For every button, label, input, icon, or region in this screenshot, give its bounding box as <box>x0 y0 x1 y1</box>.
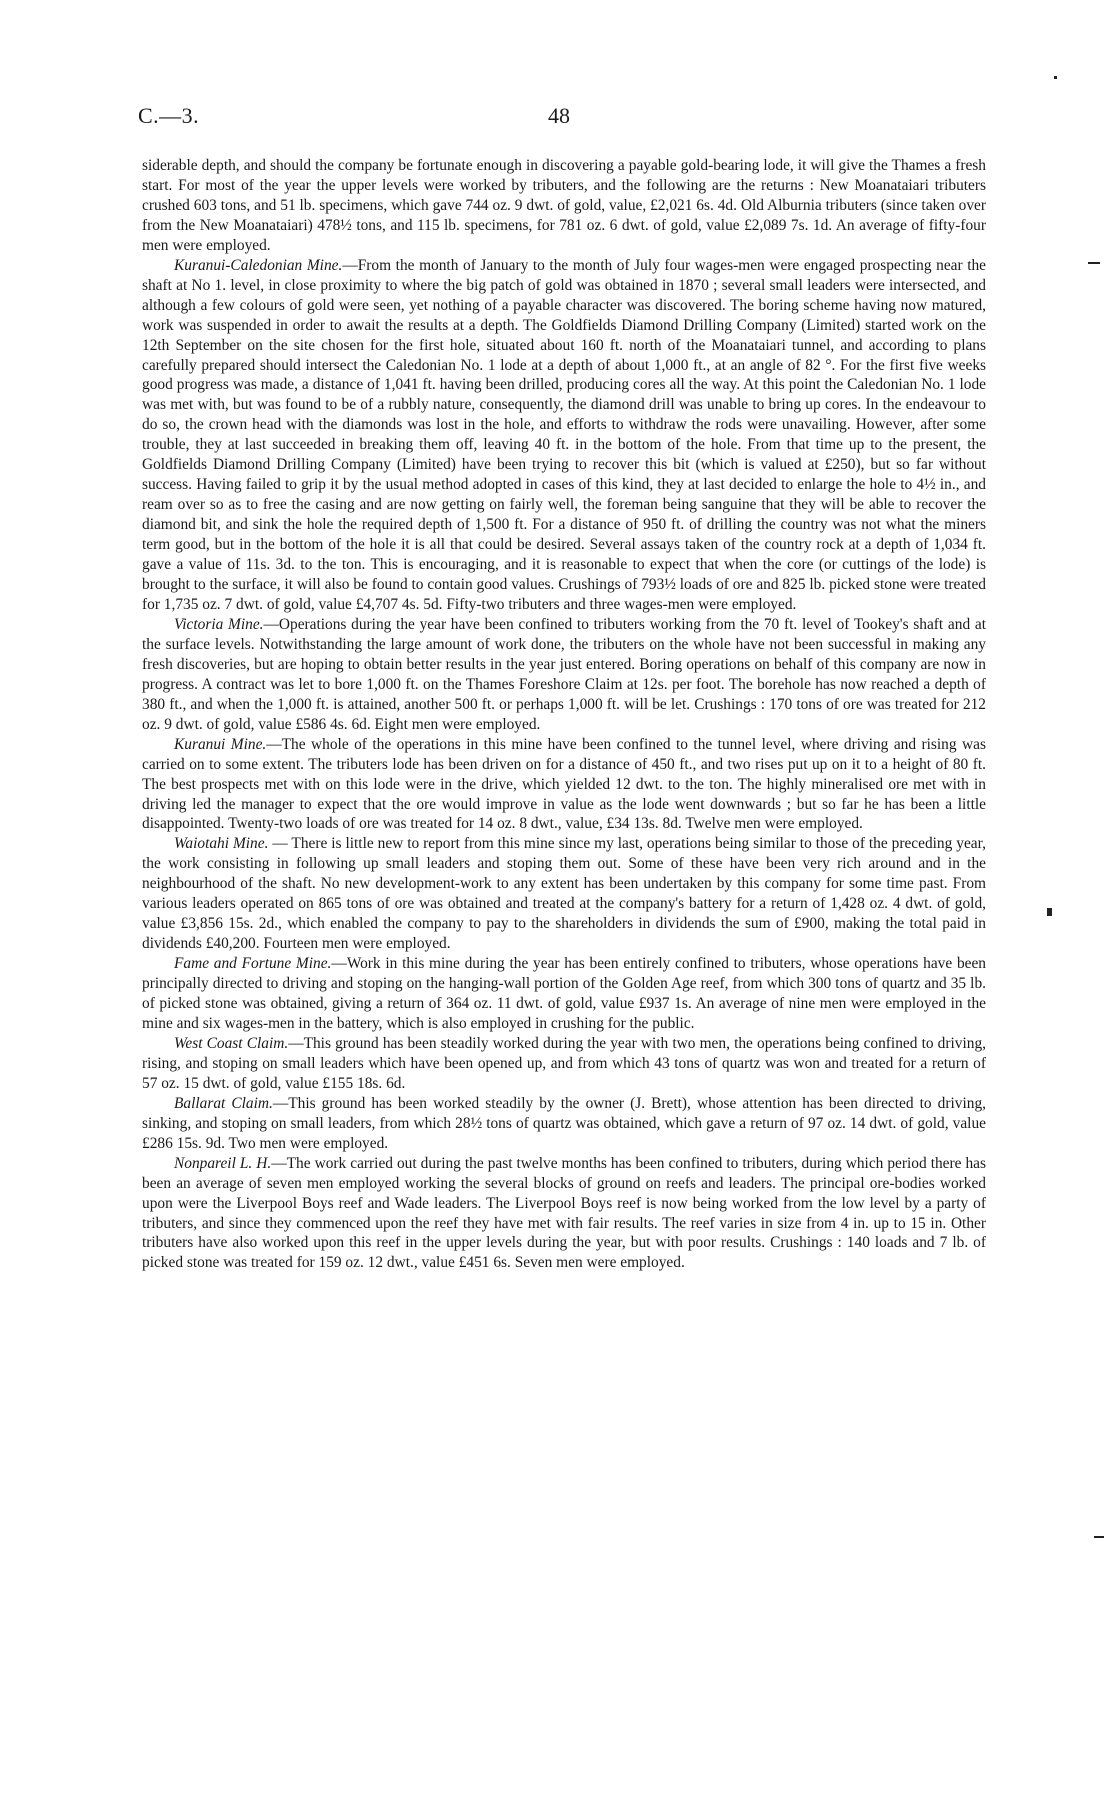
paragraph-text: — There is little new to report from this mine since my last, operations being similar to those of the preceding year, the work consisting in following up small leaders and stoping them out. Some of these have been very rich around and in the neighbourhood of the shaft. No new development-work to any extent has been undertaken by this company for some time past. From various leaders operated on 865 tons of ore was obtained and treated at the company's battery for a return of 1,428 oz. 4 dwt. of gold, value £3,856 15s. 2d., which enabled the company to pay to the shareholders in dividends the sum of £900, making the total paid in dividends £40,200. Fourteen men were employed. <box>142 835 986 953</box>
continuation-paragraph <box>142 156 986 256</box>
scan-mark <box>1047 908 1052 916</box>
section-title: West Coast Claim. <box>174 1034 289 1052</box>
scan-mark <box>1054 76 1057 79</box>
page-header <box>138 103 978 133</box>
section-title: Ballarat Claim. <box>174 1094 273 1112</box>
paragraph-text: —Operations during the year have been confined to tributers working from the 70 ft. level of Tookey's shaft and at the surface levels. Notwithstanding the large amount of work done, the tributers on the whole have not been successful in making any fresh discoveries, but are hoping to obtain better results in the year just entered. Boring operations on behalf of this company are now in progress. A contract was let to bore 1,000 ft. on the Thames Foreshore Claim at 12s. per foot. The borehole has now reached a depth of 380 ft., and when the 1,000 ft. is attained, another 500 ft. or perhaps 1,000 ft. will be let. Crushings : 170 tons of ore was treated for 212 oz. 9 dwt. of gold, value £586 4s. 6d. Eight men were employed. <box>142 615 986 733</box>
paragraph-text: siderable depth, and should the company be fortunate enough in discovering a payable gold-bearing lode, it will give the Thames a fresh start. For most of the year the upper levels were worked by tributers, and the following are the returns : New Moanataiari tributers crushed 603 tons, and 51 lb. specimens, which gave 744 oz. 9 dwt. of gold, value, £2,021 6s. 4d. Old Alburnia tributers (since taken over from the New Moanataiari) 478½ tons, and 115 lb. specimens, for 781 oz. 6 dwt. of gold, value £2,089 7s. 1d. An average of fifty-four men were employed. <box>142 157 986 254</box>
scan-mark <box>1088 262 1100 264</box>
section-title: Kuranui-Caledonian Mine. <box>174 256 343 274</box>
page-number: 48 <box>548 103 570 128</box>
document-code: C.—3. <box>138 103 200 128</box>
paragraph-text: —The work carried out during the past twelve months has been confined to tributers, during which period there has been an average of seven men employed working the several blocks of ground on reefs and leaders. The principal ore-bodies worked upon were the Liverpool Boys reef and Wade leaders. The Liverpool Boys reef is now being worked from the low level by a party of tributers, and since they commenced upon the reef they have met with fair results. The reef varies in size from 4 in. up to 15 in. Other tributers have also worked upon this reef in the upper levels during the year, but with poor results. Crushings : 140 loads and 7 lb. of picked stone was treated for 159 oz. 12 dwt., value £451 6s. Seven men were employed. <box>142 1154 986 1272</box>
section-ballarat <box>142 1094 986 1154</box>
paragraph-text: —From the month of January to the month of July four wages-men were engaged prospecting near the shaft at No 1. level, in close proximity to where the big patch of gold was obtained in 1870 ; several small leaders were intersected, and although a few colours of gold were seen, yet nothing of a payable character was discovered. The boring scheme having now matured, work was suspended in order to await the results at a depth. The Goldfields Diamond Drilling Company (Limited) started work on the 12th September on the site chosen for the first hole, situated about 160 ft. north of the Moanataiari tunnel, and according to plans carefully prepared should intersect the Caledonian No. 1 lode at a depth of about 1,000 ft., at an angle of 82 °. For the first five weeks good progress was made, a distance of 1,041 ft. having been drilled, producing cores all the way. At this point the Caledonian No. 1 lode was met with, but was found to be of a rubbly nature, consequently, the diamond drill was unable to bring up cores. In the endeavour to do so, the crown head with the diamonds was lost in the hole, and efforts to withdraw the rods were unavailing. However, after some trouble, they at last succeeded in breaking them off, leaving 40 ft. in the bottom of the hole. From that time up to the present, the Goldfields Diamond Drilling Company (Limited) have been trying to recover this bit (which is valued at £250), but so far without success. Having failed to grip it by the usual method adopted in cases of this kind, they at last decided to enlarge the hole to 4½ in., and ream over so as to free the casing and are now getting on fairly well, the foreman being sanguine that they will be able to recover the diamond bit, and sink the hole the required depth of 1,500 ft. For a distance of 950 ft. of drilling the country was not what the miners term good, but in the bottom of the hole it is all that could be desired. Several assays taken of the country rock at a depth of 1,034 ft. gave a value of 11s. 3d. to the ton. This is encouraging, and it is reasonable to expect that when the core (or cuttings of the lode) is brought to the surface, it will also be found to contain good values. Crushings of 793½ loads of ore and 825 lb. picked stone were treated for 1,735 oz. 7 dwt. of gold, value £4,707 4s. 5d. Fifty-two tributers and three wages-men were employed. <box>142 256 986 613</box>
scan-mark <box>1094 1536 1104 1538</box>
section-title: Fame and Fortune Mine. <box>174 955 332 973</box>
paragraph-text: —Work in this mine during the year has been entirely confined to tributers, whose operations have been principally directed to driving and stoping on the hanging-wall portion of the Golden Age reef, from which 300 tons of quartz and 35 lb. of picked stone was obtained, giving a return of 364 oz. 11 dwt. of gold, value £937 1s. An average of nine men were employed in the mine and six wages-men in the battery, which is also employed in crushing for the public. <box>142 955 987 1032</box>
section-title: Nonpareil L. H. <box>174 1154 272 1172</box>
section-title: Victoria Mine. <box>174 615 264 633</box>
section-title: Waiotahi Mine. <box>174 835 269 853</box>
paragraph-text: —This ground has been steadily worked during the year with two men, the operations being confined to driving, rising, and stoping on small leaders which have been opened up, and from which 43 tons of quartz was won and treated for a return of 57 oz. 15 dwt. of gold, value £155 18s. 6d. <box>142 1034 986 1092</box>
section-kuranui <box>142 735 986 835</box>
section-nonpareil <box>142 1154 986 1274</box>
section-west-coast <box>142 1034 986 1094</box>
section-fame-and-fortune <box>142 954 986 1034</box>
page-body <box>142 156 986 1273</box>
section-waiotahi <box>142 834 986 954</box>
section-victoria <box>142 615 986 735</box>
paragraph-text: —This ground has been worked steadily by the owner (J. Brett), whose attention has been directed to driving, sinking, and stoping on small leaders, from which 28½ tons of quartz was obtained, which gave a return of 97 oz. 14 dwt. of gold, value £286 15s. 9d. Two men were employed. <box>142 1094 986 1152</box>
section-kuranui-caledonian <box>142 256 986 615</box>
paragraph-text: —The whole of the operations in this mine have been confined to the tunnel level, where driving and rising was carried on to some extent. The tributers lode has been driven on for a distance of 450 ft., and two rises put up on it to a height of 80 ft. The best prospects met with on this lode were in the drive, which yielded 12 dwt. to the ton. The highly mineralised ore met with in driving led the manager to expect that the ore would improve in value as the lode went downwards ; but so far he has been a little disappointed. Twenty-two loads of ore was treated for 14 oz. 8 dwt., value, £34 13s. 8d. Twelve men were employed. <box>142 735 986 833</box>
section-title: Kuranui Mine. <box>174 735 267 753</box>
